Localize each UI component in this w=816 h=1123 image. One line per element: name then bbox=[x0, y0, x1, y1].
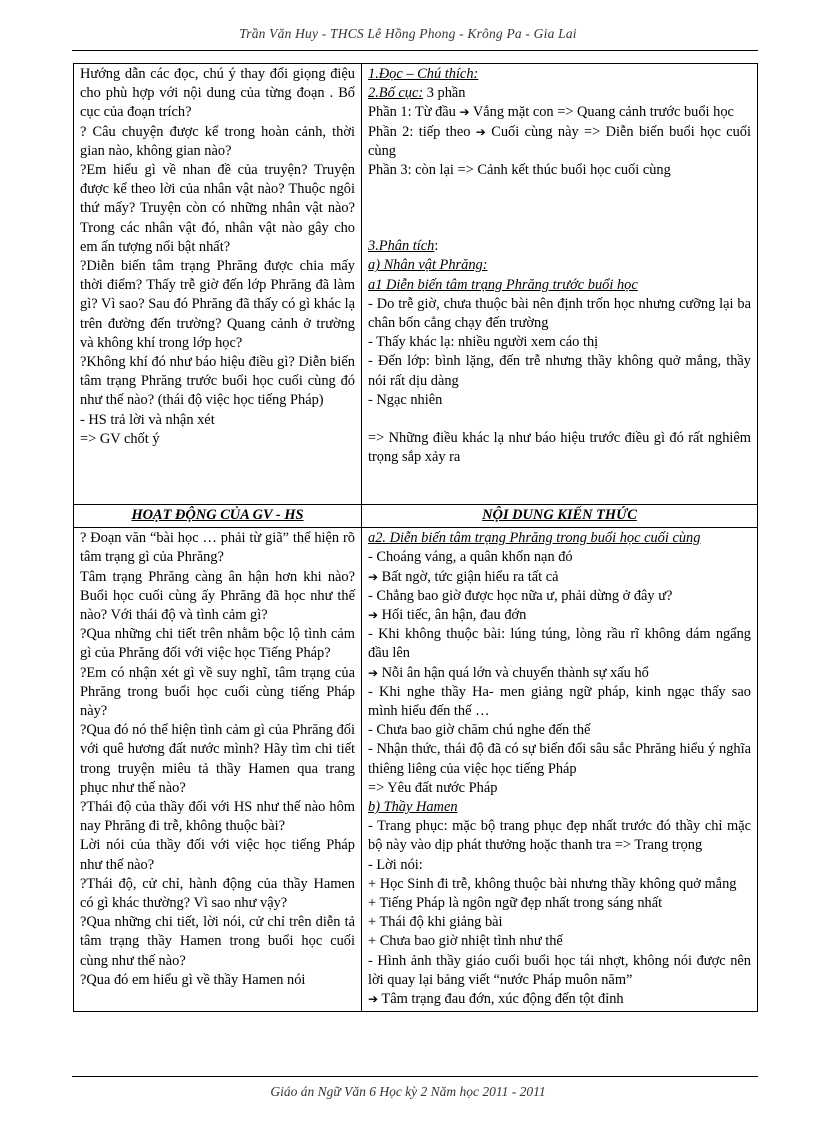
activity-text: ?Em hiểu gì về nhan đề của truyện? Truyện được kể theo lời của nhân vật nào? Thuộc ngôi thứ mấy? Truyện còn có những nhân vật nào? Trong các nhân vật đó, nhân vật nào gây cho em ấn tượng nổi bật nhất? bbox=[80, 162, 355, 255]
arrow-right-icon: ➔ bbox=[368, 665, 379, 680]
content-item: - Thấy khác lạ: nhiều người xem cáo thị bbox=[368, 334, 599, 351]
activity-text: Tâm trạng Phrăng càng ân hận hơn khi nào? Buổi học cuối cùng ấy Phrăng đã học như thế nào? Với thái độ và tình cảm gì? bbox=[80, 568, 355, 624]
section-heading-layout: 2.Bố cục: 3 phần bbox=[368, 85, 466, 102]
layout-part-2: Phần 2: tiếp theo ➔ Cuối cùng này => Diễn biến buổi học cuối cùng bbox=[368, 123, 751, 159]
activity-text: => GV chốt ý bbox=[80, 430, 160, 447]
content-item: - Nhận thức, thái độ đã có sự biến đổi sâu sắc Phrăng hiểu ý nghĩa thiêng liêng của việc học tiếng Pháp bbox=[368, 741, 751, 777]
page-footer: Giáo án Ngữ Văn 6 Học kỳ 2 Năm học 2011 - 2011 bbox=[270, 1084, 546, 1099]
activity-text: ?Qua đó em hiểu gì về thầy Hamen nói bbox=[80, 971, 306, 988]
column-header-content: NỘI DUNG KIẾN THỨC bbox=[362, 505, 758, 528]
column-header-activity: HOẠT ĐỘNG CỦA GV - HS bbox=[74, 505, 362, 528]
content-item: - Hình ảnh thầy giáo cuối buổi học tái nhợt, không nói được nên lời quay lại bảng viết “nước Pháp muôn năm” bbox=[368, 952, 751, 988]
content-item: + Thái độ khi giảng bài bbox=[368, 914, 503, 931]
content-item: - Choáng váng, a quân khốn nạn đó bbox=[368, 549, 573, 566]
table-row bbox=[74, 528, 758, 1012]
section-heading-analysis: 3.Phân tích: bbox=[368, 238, 439, 255]
activity-text: ?Qua đó nó thể hiện tình cảm gì của Phrăng đối với quê hương đất nước mình? Hãy tìm chi tiết trong truyện miêu tả thầy Hamen qua trang phục như thế nào? bbox=[80, 722, 355, 796]
arrow-right-icon: ➔ bbox=[368, 992, 379, 1007]
arrow-right-icon: ➔ bbox=[475, 124, 486, 139]
footer-rule bbox=[72, 1076, 758, 1077]
activity-text: ?Thái độ của thầy đối với HS như thế nào hôm nay Phrăng đi trễ, không thuộc bài? bbox=[80, 799, 355, 835]
content-item: - Khi nghe thầy Ha- men giảng ngữ pháp, kinh ngạc thấy sao mình hiểu đến thế … bbox=[368, 683, 751, 720]
content-item: ➔ Tâm trạng đau đớn, xúc động đến tột đỉnh bbox=[368, 991, 624, 1008]
content-item: - Đến lớp: bình lặng, đến trễ nhưng thầy không quở mắng, thầy nói rất dịu dàng bbox=[368, 353, 751, 389]
content-item: - Trang phục: mặc bộ trang phục đẹp nhất trước đó thầy chỉ mặc bộ này vào dịp phát thưởng hoặc thanh tra => Trang trọng bbox=[368, 818, 751, 854]
content-item: - Chẳng bao giờ được học nữa ư, phải dừng ở đây ư? bbox=[368, 587, 673, 604]
content-item: - Lời nói: bbox=[368, 856, 423, 873]
activity-text: Hướng dẫn các đọc, chú ý thay đổi giọng điệu cho phù hợp với nội dung của từng đoạn . Bố cục của đoạn trích? bbox=[80, 66, 355, 121]
activity-text: ?Qua những chi tiết trên nhằm bộc lộ tình cảm gì của Phrăng đối với việc học Tiếng Pháp? bbox=[80, 626, 355, 662]
arrow-right-icon: ➔ bbox=[368, 569, 379, 584]
activity-text: - HS trả lời và nhận xét bbox=[80, 411, 215, 428]
content-item: - Khi không thuộc bài: lúng túng, lòng rầu rĩ không dám ngẩng đầu lên bbox=[368, 626, 751, 662]
content-item: => Yêu đất nước Pháp bbox=[368, 779, 498, 796]
activity-text: ?Diễn biến tâm trạng Phrăng được chia mấy thời điểm? Thấy trễ giờ đến lớp Phrăng đã làm gì? Vì sao? Sau đó Phrăng đã thấy có gì khác lạ trên đường đến trường? Quang cảnh ở trường và không khí trong lớp học? bbox=[80, 258, 355, 351]
content-item: - Chưa bao giờ chăm chú nghe đến thế bbox=[368, 722, 591, 739]
arrow-right-icon: ➔ bbox=[459, 105, 470, 120]
activity-text: ?Không khí đó như báo hiệu điều gì? Diễn biến tâm trạng Phrăng trước buổi học cuối cùng đó như thế nào? (thái độ việc học tiếng Pháp) bbox=[80, 354, 355, 409]
content-cell-2 bbox=[362, 528, 758, 1012]
content-item: - Ngạc nhiên bbox=[368, 391, 443, 408]
subheading-hamen: b) Thầy Hamen bbox=[368, 799, 458, 816]
table-header-row bbox=[74, 505, 758, 528]
subheading-before-class: a1 Diễn biến tâm trạng Phrăng trước buổi học bbox=[368, 276, 638, 293]
content-item: + Tiếng Pháp là ngôn ngữ đẹp nhất trong sáng nhất bbox=[368, 895, 663, 912]
content-item: - Do trễ giờ, chưa thuộc bài nên định trốn học nhưng cưỡng lại ba chân bốn cẳng chạy đến trường bbox=[368, 295, 751, 332]
table-row bbox=[74, 64, 758, 505]
content-conclusion: => Những điều khác lạ như báo hiệu trước điều gì đó rất nghiêm trọng sắp xảy ra bbox=[368, 430, 751, 466]
layout-part-1: Phần 1: Từ đầu ➔ Vắng mặt con => Quang cảnh trước buổi học bbox=[368, 104, 734, 121]
page-header: Trần Văn Huy - THCS Lê Hồng Phong - Krông Pa - Gia Lai bbox=[239, 26, 577, 41]
activity-text: ? Câu chuyện được kể trong hoàn cảnh, thời gian nào, không gian nào? bbox=[80, 123, 355, 159]
content-cell-1 bbox=[362, 64, 758, 505]
section-heading-reading: 1.Đọc – Chú thích: bbox=[368, 66, 479, 82]
content-item: ➔ Nỗi ân hận quá lớn và chuyển thành sự xấu hổ bbox=[368, 664, 649, 681]
content-item: + Chưa bao giờ nhiệt tình như thế bbox=[368, 933, 563, 950]
activity-text: ?Qua những chi tiết, lời nói, cử chỉ trên diễn tả tâm trạng thầy Hamen trong buổi học cuối cùng như thế nào? bbox=[80, 914, 355, 969]
layout-part-3: Phần 3: còn lại => Cảnh kết thúc buổi học cuối cùng bbox=[368, 162, 671, 179]
content-item: ➔ Bất ngờ, tức giận hiểu ra tất cả bbox=[368, 568, 559, 585]
subheading-phrang: a) Nhân vật Phrăng: bbox=[368, 257, 488, 274]
activity-text: Lời nói của thầy đối với việc học tiếng Pháp như thế nào? bbox=[80, 837, 355, 873]
activity-text: ?Thái độ, cử chỉ, hành động của thầy Hamen có gì khác thường? Vì sao như vậy? bbox=[80, 875, 355, 912]
activity-text: ? Đoạn văn “bài học … phải từ giã” thể hiện rõ tâm trạng gì của Phrăng? bbox=[80, 530, 355, 566]
content-item: + Học Sinh đi trễ, không thuộc bài nhưng thầy không quở mắng bbox=[368, 875, 737, 892]
arrow-right-icon: ➔ bbox=[368, 608, 379, 623]
content-item: ➔ Hối tiếc, ân hận, đau đớn bbox=[368, 607, 527, 624]
header-rule bbox=[72, 50, 758, 51]
activity-cell-2 bbox=[74, 528, 362, 1012]
activity-cell-1 bbox=[74, 64, 362, 505]
activity-text: ?Em có nhận xét gì về suy nghĩ, tâm trạng của Phrăng trong buổi học cuối cùng tiếng Pháp này? bbox=[80, 664, 355, 720]
subheading-last-class: a2. Diễn biến tâm trạng Phrăng trong buổi học cuối cùng bbox=[368, 530, 701, 547]
lesson-table bbox=[73, 63, 758, 1012]
